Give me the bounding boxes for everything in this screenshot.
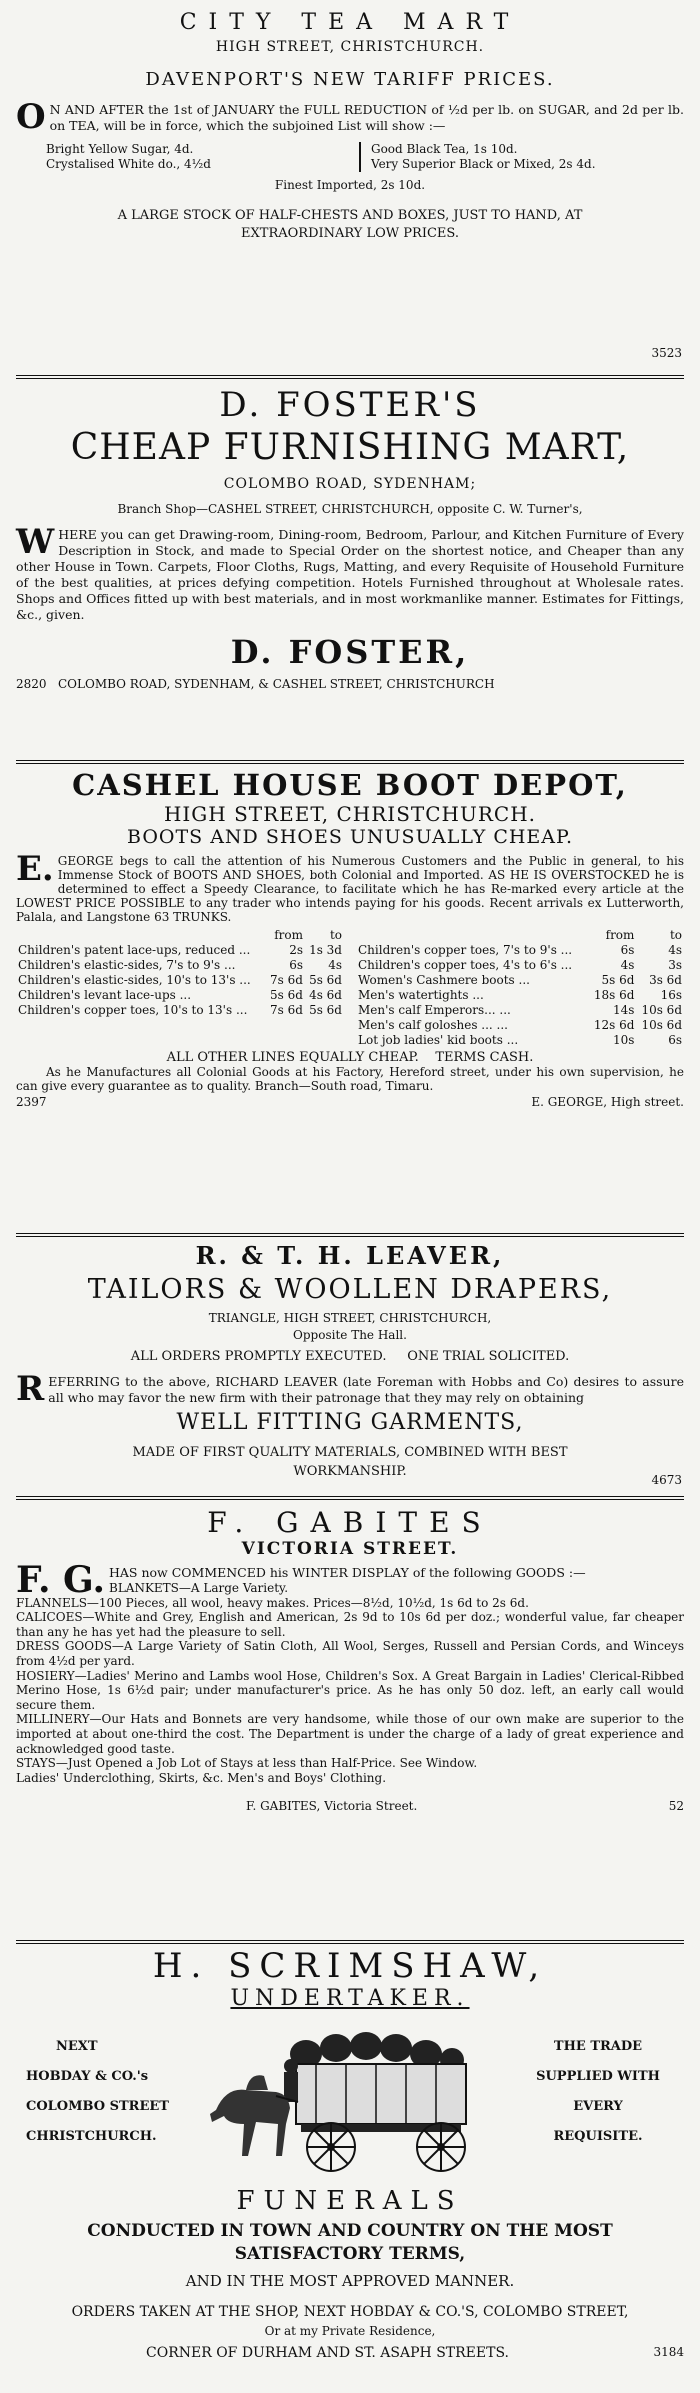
leaver-ref: 4673 [651,1473,682,1487]
foster-footer-row [16,677,684,692]
scrimshaw-corner: CORNER OF DURHAM AND ST. ASAPH STREETS. [146,2345,509,2361]
newspaper-page [16,0,684,2393]
divider [16,1940,684,1944]
cashel-dropcap: E. [16,849,54,889]
gabites-item: DRESS GOODS—A Large Variety of Satin Cloth, All Wool, Serges, Russell and Persian Cords, and Winceys from 4½d per yard. [16,1639,684,1668]
price-row: Children's patent lace-ups, reduced ... 2s 1s 3d [18,943,342,957]
divider [16,760,684,764]
leaver-ad [16,1241,684,1487]
tea-mart-left-item: Bright Yellow Sugar, 4d. [46,142,194,156]
tea-mart-right-item: Very Superior Black or Mixed, 2s 4d. [371,157,596,171]
tea-mart-finest: Finest Imported, 2s 10d. [274,178,426,192]
cashel-title: CASHEL HOUSE BOOT DEPOT, [72,768,628,802]
gabites-item: Ladies' Underclothing, Skirts, &c. Men's and Boys' Clothing. [16,1770,387,1785]
cashel-price-table [16,928,684,1048]
tea-mart-title: CITY TEA MART [179,10,521,35]
scrimshaw-private: Or at my Private Residence, [264,2324,436,2338]
divider [16,1496,684,1500]
scrimshaw-right-column: THE TRADE SUPPLIED WITH EVERY REQUISITE. [536,2039,660,2144]
gabites-dropcap: F. G. [16,1559,105,1601]
foster-dropcap: W [16,522,55,562]
tea-mart-right-item: Good Black Tea, 1s 10d. [371,142,518,156]
leaver-body-text: EFERRING to the above, RICHARD LEAVER (late Foreman with Hobbs and Co) desires to assure all who may favor the new firm with their patronage that they may rely on obtaining [48,1374,684,1405]
scrimshaw-title: UNDERTAKER. [230,1986,470,2011]
col-to: to [329,928,342,942]
gabites-item: FLANNELS—100 Pieces, all wool, heavy makes. Prices—8½d, 10½d, 1s 6d to 2s 6d. [16,1595,529,1610]
foster-name: D. FOSTER'S [219,385,481,425]
tea-mart-intro [16,97,684,137]
tea-mart-ref: 3523 [651,346,682,360]
price-row: Men's watertights ... 18s 6d 16s [358,988,682,1002]
cashel-ad [16,768,684,1110]
leaver-dropcap: R [16,1369,45,1409]
scrimshaw-orders: ORDERS TAKEN AT THE SHOP, NEXT HOBDAY & CO.'S, COLOMBO STREET, [71,2304,629,2320]
leaver-address: TRIANGLE, HIGH STREET, CHRISTCHURCH, [208,1311,492,1325]
cashel-address: HIGH STREET, CHRISTCHURCH. [163,802,537,826]
scrimshaw-name: H. SCRIMSHAW, [152,1946,548,1986]
foster-ad [16,385,684,692]
gabites-item: BLANKETS—A Large Variety. [109,1581,289,1595]
cashel-subtitle: BOOTS AND SHOES UNUSUALLY CHEAP. [127,826,573,848]
scrimshaw-conducted: CONDUCTED IN TOWN AND COUNTRY ON THE MOST SATISFACTORY TERMS, [87,2221,613,2264]
leaver-headline: WELL FITTING GARMENTS, [176,1410,524,1435]
cashel-ref: 2397 [16,1095,47,1109]
foster-body-text: HERE you can get Drawing-room, Dining-room, Bedroom, Parlour, and Kitchen Furniture of Every Description in Stock, and made to Special Order on the shortest notice, and Cheaper than any other House in Town. Carpets, Floor Cloths, Rugs, Matting, and every Requisite of Household Furniture of the best qualities, at prices defying competition. Hotels Furnished throughout at Wholesale rates. Shops and Offices fitted up with best materials, and in most workmanlike manner. Estimates for Fittings, &c., given. [16,527,684,622]
gabites-signature: F. GABITES, Victoria Street. [246,1799,418,1814]
price-row: Men's calf goloshes ... ... 12s 6d 10s 6d [358,1018,682,1032]
cashel-body [16,849,684,924]
leaver-name: R. & T. H. LEAVER, [195,1241,505,1270]
leaver-orders-line: ALL ORDERS PROMPTLY EXECUTED. ONE TRIAL SOLICITED. [130,1349,570,1364]
col-from: from [605,928,635,942]
tea-mart-price-list [16,142,684,172]
price-row: Children's elastic-sides, 7's to 9's ... 6s 4s [18,958,342,972]
gabites-ref: 52 [668,1799,684,1814]
cashel-footer [16,1095,684,1110]
scrimshaw-ref: 3184 [653,2345,684,2359]
gabites-ad [16,1506,684,1814]
gabites-name: F. GABITES [207,1506,493,1539]
hearse-illustration-icon [206,2032,506,2177]
gabites-item: CALICOES—White and Grey, English and American, 2s 9d to 10s 6d per doz.; wonderful value, far cheaper than any he has yet had the pleasure to sell. [16,1610,684,1639]
scrimshaw-ad [16,1946,684,2393]
price-row: Children's copper toes, 10's to 13's ... 7s 6d 5s 6d [18,1003,342,1017]
leaver-title: TAILORS & WOOLLEN DRAPERS, [87,1274,613,1305]
divider [16,375,684,379]
cashel-factory: As he Manufactures all Colonial Goods at his Factory, Hereford street, under his own supervision, he can give every guarantee as to quality. Branch—South road, Timaru. [16,1065,684,1093]
city-tea-mart-ad [16,4,684,360]
tea-mart-intro-text: N AND AFTER the 1st of JANUARY the FULL REDUCTION of ½d per lb. on SUGAR, and 2d per lb. on TEA, will be in force, which the subjoined List will show :— [49,102,684,133]
foster-branch: Branch Shop—CASHEL STREET, CHRISTCHURCH, opposite C. W. Turner's, [117,502,583,516]
scrimshaw-footer [16,2345,684,2361]
tea-mart-address: HIGH STREET, CHRISTCHURCH. [215,39,485,55]
foster-body [16,522,684,623]
gabites-item: HOSIERY—Ladies' Merino and Lambs wool Hose, Children's Sox. A Great Bargain in Ladies' Clerical-Ribbed Merino Hose, 1s 6½d pair; under manufacturer's price. As he has only 50 doz. left, an early call would secure them. [16,1668,684,1712]
price-row: Women's Cashmere boots ... 5s 6d 3s 6d [358,973,682,987]
gabites-body-text: HAS now COMMENCED his WINTER DISPLAY of the following GOODS :— [109,1565,586,1580]
foster-footer: COLOMBO ROAD, SYDENHAM, & CASHEL STREET, CHRISTCHURCH [58,677,495,691]
gabites-items [16,1581,684,1785]
price-row: Men's calf Emperors... ... 14s 10s 6d [358,1003,682,1017]
scrimshaw-funerals: FUNERALS [236,2186,464,2216]
divider [16,1233,684,1237]
col-to: to [669,928,682,942]
price-row: Children's copper toes, 4's to 6's ... 4s 3s [358,958,682,972]
leaver-opposite: Opposite The Hall. [293,1328,407,1342]
tea-mart-left-item: Crystalised White do., 4½d [46,157,211,171]
price-row: Children's elastic-sides, 10's to 13's ... 7s 6d 5s 6d [18,973,342,987]
foster-title: CHEAP FURNISHING MART, [70,427,630,468]
cashel-body-text: GEORGE begs to call the attention of his Numerous Customers and the Public in general, to his Immense Stock of BOOTS AND SHOES, both Colonial and Imported. AS HE IS OVERSTOCKED he is determined to effect a Speedy Clearance, to facilitate which he has Re-marked every article at the LOWEST PRICE POSSIBLE to any trader who intends paying for his goods. Recent arrivals ex Lutterworth, Palala, and Langstone 63 TRUNKS. [16,854,684,924]
col-from: from [274,928,303,942]
scrimshaw-left-column: NEXT HOBDAY & CO.'s COLOMBO STREET CHRISTCHURCH. [26,2039,169,2144]
gabites-item: MILLINERY—Our Hats and Bonnets are very handsome, while those of our own make are superior to the imported at about one-third the cost. The Department is under the charge of a lady of great experience and acknowledged good taste. [16,1712,684,1756]
scrimshaw-approved: AND IN THE MOST APPROVED MANNER. [185,2272,515,2290]
price-row: Lot job ladies' kid boots ... 10s 6s [358,1033,682,1047]
price-row: Children's levant lace-ups ... 5s 6d 4s 6d [18,988,342,1002]
gabites-street: VICTORIA STREET. [241,1539,459,1559]
gabites-item: STAYS—Just Opened a Job Lot of Stays at less than Half-Price. See Window. [16,1756,478,1771]
leaver-body [16,1369,684,1409]
tea-mart-subtitle: DAVENPORT'S NEW TARIFF PRICES. [145,69,555,90]
foster-address: COLOMBO ROAD, SYDENHAM; [223,476,477,492]
cashel-signature: E. GEORGE, High street. [531,1095,684,1109]
tea-mart-stock: A LARGE STOCK OF HALF-CHESTS AND BOXES, JUST TO HAND, AT EXTRAORDINARY LOW PRICES. [117,208,583,241]
gabites-footer [16,1799,684,1814]
foster-signature: D. FOSTER, [230,633,470,671]
cashel-cheap-line: ALL OTHER LINES EQUALLY CHEAP. TERMS CASH. [166,1050,534,1065]
leaver-materials: MADE OF FIRST QUALITY MATERIALS, COMBINED WITH BEST WORKMANSHIP. [132,1445,568,1479]
price-row: Children's copper toes, 7's to 9's ... 6s 4s [358,943,682,957]
foster-ref: 2820 [16,677,47,691]
tea-mart-dropcap: O [16,97,46,137]
